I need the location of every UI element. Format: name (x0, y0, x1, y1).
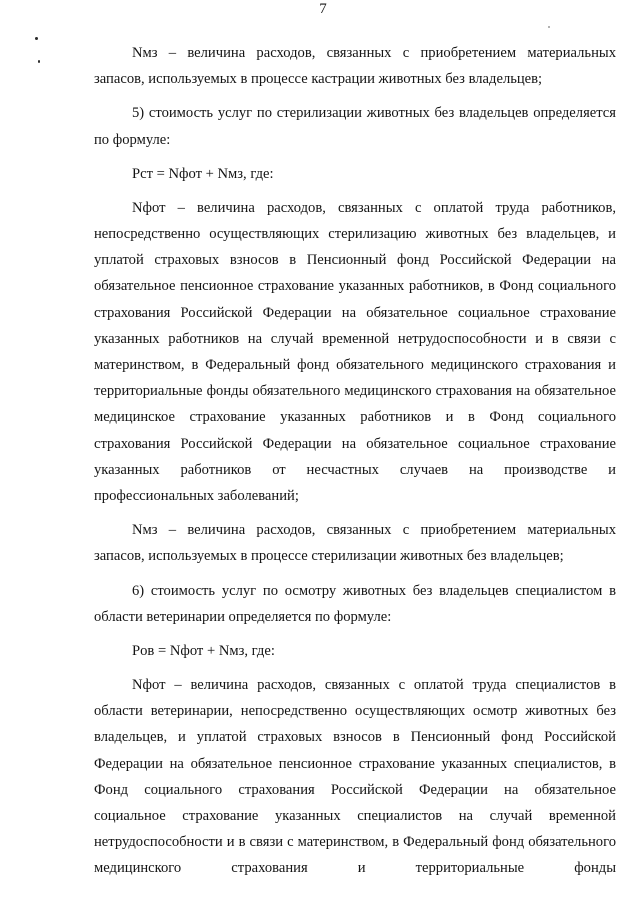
scan-speck (35, 37, 38, 40)
paragraph-item-5-sterilization: 5) стоимость услуг по стерилизации животных без владельцев определяется по формуле: (94, 105, 616, 148)
scan-speck (548, 26, 550, 28)
document-body (94, 40, 616, 882)
page-number: 7 (319, 1, 327, 17)
scan-speck (38, 60, 40, 63)
paragraph-nfot-inspection: Nфот – величина расходов, связанных с оплатой труда специалистов в области ветеринарии, непосредственно осуществляющих осмотр животных без владельцев, и уплатой страховых взносов в Пенсионный фонд Российской Федерации на обязательное пенсионное страхование указанных специалистов, в Фонд социального страхования Российской Федерации на обязательное социальное страхование указанных специалистов на случай временной нетрудоспособности и в связи с материнством, в Федеральный фонд обязательного медицинского страхования и территориальные фонды (94, 677, 616, 877)
paragraph-nmz-sterilization: Nмз – величина расходов, связанных с приобретением материальных запасов, используемых в процессе стерилизации животных без владельцев; (94, 522, 616, 565)
paragraph-nfot-sterilization: Nфот – величина расходов, связанных с оплатой труда работников, непосредственно осуществляющих стерилизацию животных без владельцев, и уплатой страховых взносов в Пенсионный фонд Российской Федерации на обязательное пенсионное страхование указанных работников, в Фонд социального страхования Российской Федерации на обязательное социальное страхование указанных работников на случай временной нетрудоспособности и в связи с материнством, в Федеральный фонд обязательного медицинского страхования и территориальные фонды обязательного медицинского страхования на обязательное медицинское страхование указанных работников и в Фонд социального страхования Российской Федерации на обязательное социальное страхование указанных работников от несчастных случаев на производстве и профессиональных заболеваний; (94, 199, 616, 505)
paragraph-nmz-castration: Nмз – величина расходов, связанных с приобретением материальных запасов, используемых в процессе кастрации животных без владельцев; (94, 45, 616, 88)
formula-sterilization-cost: Pст = Nфот + Nмз, где: (132, 165, 274, 182)
paragraph-item-6-inspection: 6) стоимость услуг по осмотру животных без владельцев специалистом в области ветеринарии определяется по формуле: (94, 582, 616, 625)
formula-inspection-cost: Pов = Nфот + Nмз, где: (132, 643, 275, 660)
